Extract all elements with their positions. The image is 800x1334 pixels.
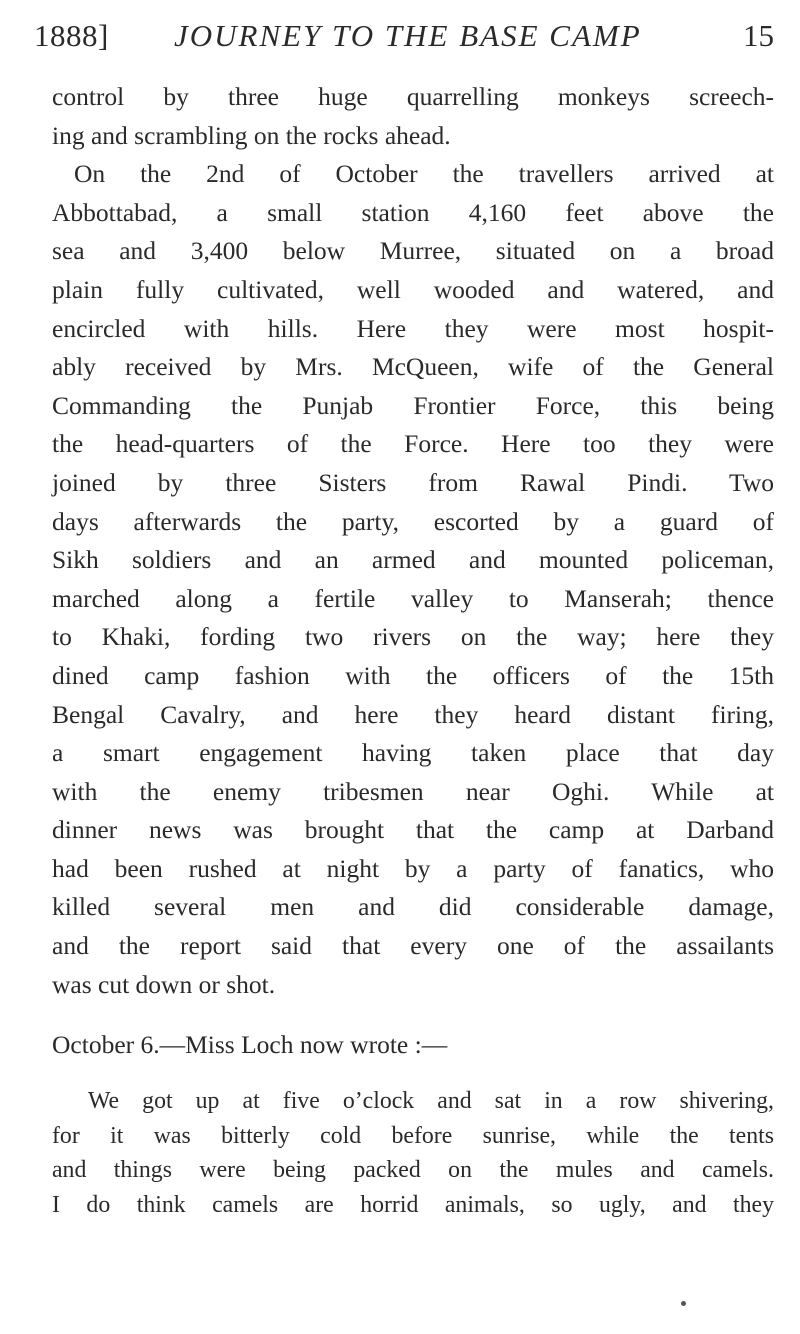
paragraph-1 (52, 78, 774, 155)
text-line: killed several men and did considerable damage, (52, 892, 774, 922)
quote-line: I do think camels are horrid animals, so ugly, and they (52, 1191, 774, 1218)
text-line: to Khaki, fording two rivers on the way; here they (52, 622, 774, 652)
text-line: ing and scrambling on the rocks ahead. (52, 120, 451, 150)
quote-line: for it was bitterly cold before sunrise, while the tents (52, 1122, 774, 1149)
text-line: encircled with hills. Here they were most hospit- (52, 313, 774, 343)
text-line: joined by three Sisters from Rawal Pindi. Two (52, 467, 774, 497)
text-line: had been rushed at night by a party of fanatics, who (52, 853, 774, 883)
body-text (52, 78, 774, 1222)
text-line: sea and 3,400 below Murree, situated on a broad (52, 236, 774, 266)
quote-line: and things were being packed on the mules and camels. (52, 1157, 774, 1184)
text-line: plain fully cultivated, well wooded and watered, and (52, 274, 774, 304)
running-head-title: JOURNEY TO THE BASE CAMP (174, 18, 642, 53)
text-line: ably received by Mrs. McQueen, wife of the General (52, 352, 774, 382)
running-head (34, 18, 774, 62)
text-line: dinner news was brought that the camp at Darband (52, 815, 774, 845)
text-line: Sikh soldiers and an armed and mounted policeman, (52, 545, 774, 575)
text-line: days afterwards the party, escorted by a guard of (52, 506, 774, 536)
text-line: Bengal Cavalry, and here they heard distant firing, (52, 699, 774, 729)
text-line: dined camp fashion with the officers of the 15th (52, 660, 774, 690)
text-line: On the 2nd of October the travellers arrived at (74, 159, 774, 189)
text-line: the head-quarters of the Force. Here too they were (52, 429, 774, 459)
quoted-letter (52, 1084, 774, 1222)
text-line: a smart engagement having taken place that day (52, 738, 774, 768)
page-mark (681, 1301, 686, 1306)
text-line: marched along a fertile valley to Manserah; thence (52, 583, 774, 613)
text-line: Abbottabad, a small station 4,160 feet above the (52, 197, 774, 227)
text-line: control by three huge quarrelling monkeys screech- (52, 82, 774, 111)
text-line: with the enemy tribesmen near Oghi. While at (52, 776, 774, 806)
text-line: Commanding the Punjab Frontier Force, this being (52, 390, 774, 420)
quote-line: We got up at five o’clock and sat in a row shivering, (88, 1088, 774, 1115)
dateline: October 6.—Miss Loch now wrote :— (52, 1030, 448, 1060)
text-line: and the report said that every one of the assailants (52, 931, 774, 961)
text-line: was cut down or shot. (52, 969, 276, 999)
paragraph-2 (52, 155, 774, 1004)
running-head-year: 1888] (34, 18, 109, 53)
page-number: 15 (743, 18, 774, 53)
